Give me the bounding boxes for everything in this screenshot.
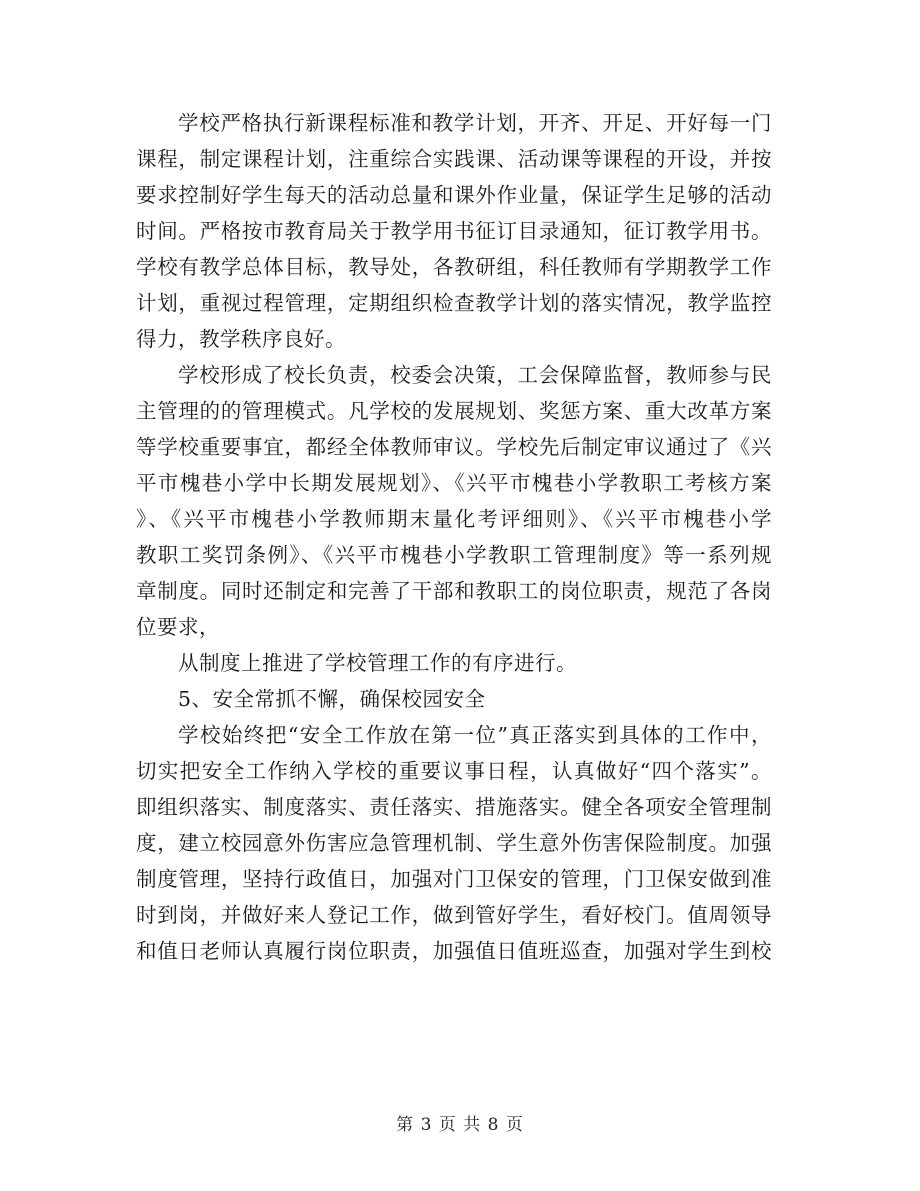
paragraph-line: 时间。严格按市教育局关于教学用书征订目录通知，征订教学用书。 [136, 219, 772, 243]
paragraph-line: 》、《兴平市槐巷小学教师期末量化考评细则》、《兴平市槐巷小学 [136, 507, 772, 531]
paragraph-line: 制度管理，坚持行政值日，加强对门卫保安的管理，门卫保安做到准 [136, 867, 772, 891]
paragraph-line: 要求控制好学生每天的活动总量和课外作业量，保证学生足够的活动 [136, 183, 772, 207]
paragraph-line: 章制度。同时还制定和完善了干部和教职工的岗位职责，规范了各岗 [136, 579, 772, 603]
paragraph-line: 度，建立校园意外伤害应急管理机制、学生意外伤害保险制度。加强 [136, 831, 772, 855]
paragraph-line: 得力，教学秩序良好。 [136, 327, 346, 351]
paragraph-line: 平市槐巷小学中长期发展规划》、《兴平市槐巷小学教职工考核方案 [136, 471, 772, 495]
page-number-footer: 第 3 页 共 8 页 [396, 1115, 524, 1135]
paragraph-line: 课程，制定课程计划，注重综合实践课、活动课等课程的开设，并按 [136, 147, 772, 171]
paragraph-line: 等学校重要事宜，都经全体教师审议。学校先后制定审议通过了《兴 [136, 435, 772, 459]
section-heading: 5、安全常抓不懈，确保校园安全 [178, 687, 486, 711]
paragraph-line: 计划，重视过程管理，定期组织检查教学计划的落实情况，教学监控 [136, 291, 772, 315]
paragraph-line: 主管理的的管理模式。凡学校的发展规划、奖惩方案、重大改革方案 [136, 399, 772, 423]
paragraph-line: 教职工奖罚条例》、《兴平市槐巷小学教职工管理制度》等一系列规 [136, 543, 772, 567]
paragraph-line: 学校形成了校长负责，校委会决策，工会保障监督，教师参与民 [178, 363, 772, 387]
paragraph-line: 学校有教学总体目标，教导处，各教研组，科任教师有学期教学工作 [136, 255, 772, 279]
document-body [136, 105, 772, 969]
paragraph-line: 切实把安全工作纳入学校的重要议事日程，认真做好“四个落实”。 [136, 759, 772, 783]
paragraph-line: 学校严格执行新课程标准和教学计划，开齐、开足、开好每一门 [178, 111, 772, 135]
paragraph-line: 从制度上推进了学校管理工作的有序进行。 [178, 651, 577, 675]
paragraph-line: 和值日老师认真履行岗位职责，加强值日值班巡查，加强对学生到校 [136, 939, 772, 963]
paragraph-line: 位要求， [136, 615, 220, 639]
paragraph-line: 学校始终把“安全工作放在第一位”真正落实到具体的工作中， [178, 723, 772, 747]
paragraph-line: 即组织落实、制度落实、责任落实、措施落实。健全各项安全管理制 [136, 795, 772, 819]
paragraph-line: 时到岗，并做好来人登记工作，做到管好学生，看好校门。值周领导 [136, 903, 772, 927]
